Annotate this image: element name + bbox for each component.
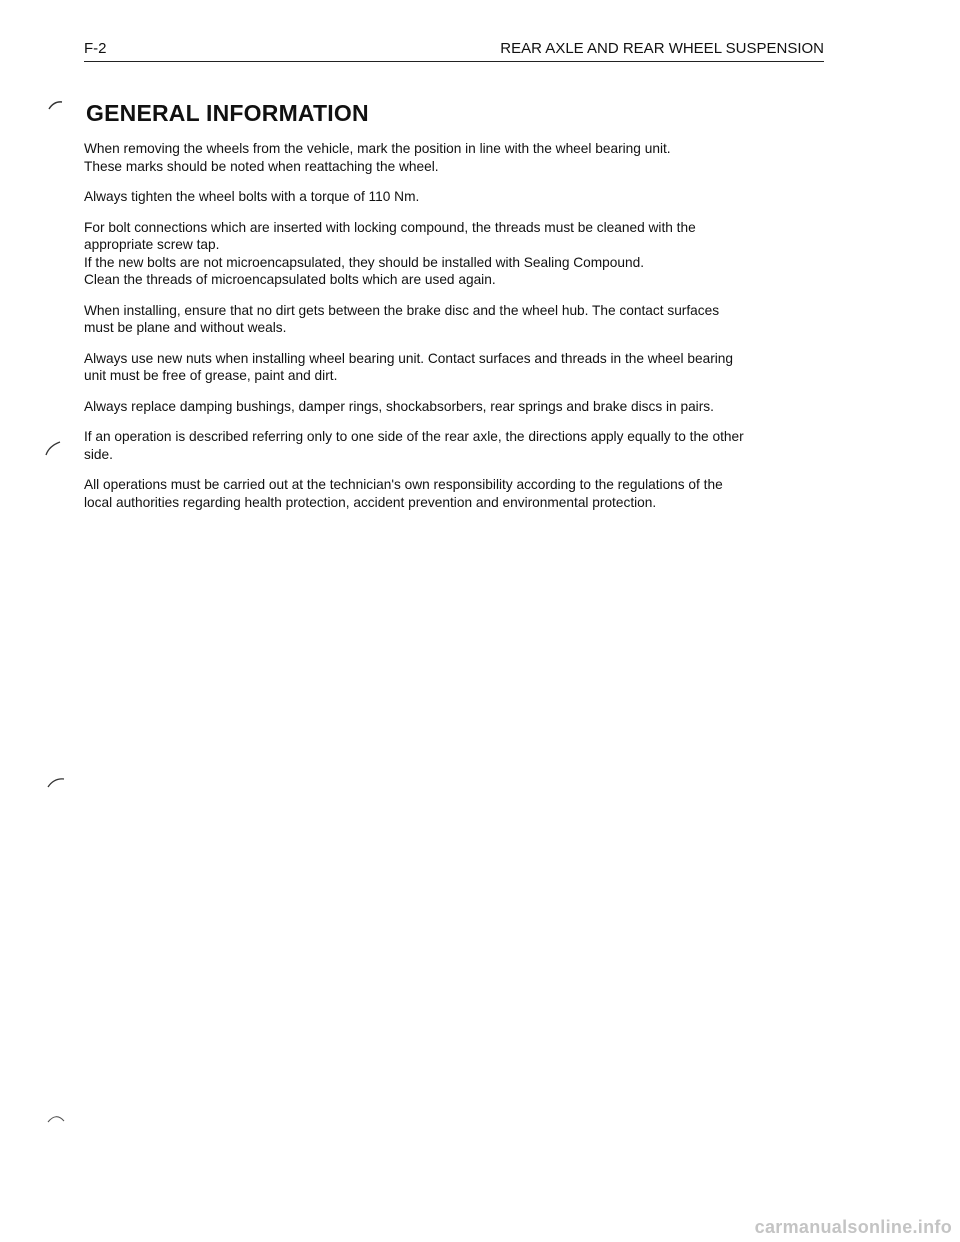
scan-mark-icon <box>46 776 68 788</box>
text-line: When installing, ensure that no dirt gets between the brake disc and the wheel hub. The contact surfaces <box>84 302 720 318</box>
scan-mark-icon <box>44 440 66 456</box>
paragraph <box>84 302 829 337</box>
text-line: side. <box>84 446 113 462</box>
text-line: appropriate screw tap. <box>84 237 220 252</box>
text-line: Clean the threads of microencapsulated bolts which are used again. <box>84 272 496 287</box>
paragraph <box>84 398 829 416</box>
text-line: Always replace damping bushings, damper rings, shockabsorbers, rear springs and brake discs in pairs. <box>84 398 714 414</box>
page-title: GENERAL INFORMATION <box>86 100 369 126</box>
scan-mark-icon <box>46 1112 68 1124</box>
paragraph <box>84 476 829 511</box>
paragraph <box>84 219 829 289</box>
text-line: If an operation is described referring only to one side of the rear axle, the directions apply equally to the other <box>84 429 744 444</box>
text-line: unit must be free of grease, paint and dirt. <box>84 368 338 383</box>
text-line: must be plane and without weals. <box>84 320 287 335</box>
body-text <box>84 140 829 524</box>
scan-mark-icon <box>48 100 66 110</box>
paragraph <box>84 350 829 385</box>
paragraph <box>84 428 829 463</box>
paragraph <box>84 188 829 206</box>
text-line: Always tighten the wheel bolts with a torque of 110 Nm. <box>84 189 420 204</box>
text-line: Always use new nuts when installing wheel bearing unit. Contact surfaces and threads in the wheel bearing <box>84 350 734 366</box>
text-line: If the new bolts are not microencapsulated, they should be installed with Sealing Compound. <box>84 254 645 270</box>
text-line: For bolt connections which are inserted with locking compound, the threads must be cleaned with the <box>84 219 696 235</box>
header-rule <box>84 61 824 62</box>
text-line: When removing the wheels from the vehicle, mark the position in line with the wheel bearing unit. <box>84 141 671 156</box>
watermark: carmanualsonline.info <box>754 1217 952 1237</box>
text-line: local authorities regarding health protection, accident prevention and environmental protection. <box>84 494 657 510</box>
text-line: All operations must be carried out at the technician's own responsibility according to the regulations of the <box>84 477 723 492</box>
section-title-header: REAR AXLE AND REAR WHEEL SUSPENSION <box>500 40 824 57</box>
text-line: These marks should be noted when reattaching the wheel. <box>84 158 439 174</box>
page-header <box>84 40 824 57</box>
paragraph <box>84 140 829 175</box>
page-number: F-2 <box>84 40 107 57</box>
